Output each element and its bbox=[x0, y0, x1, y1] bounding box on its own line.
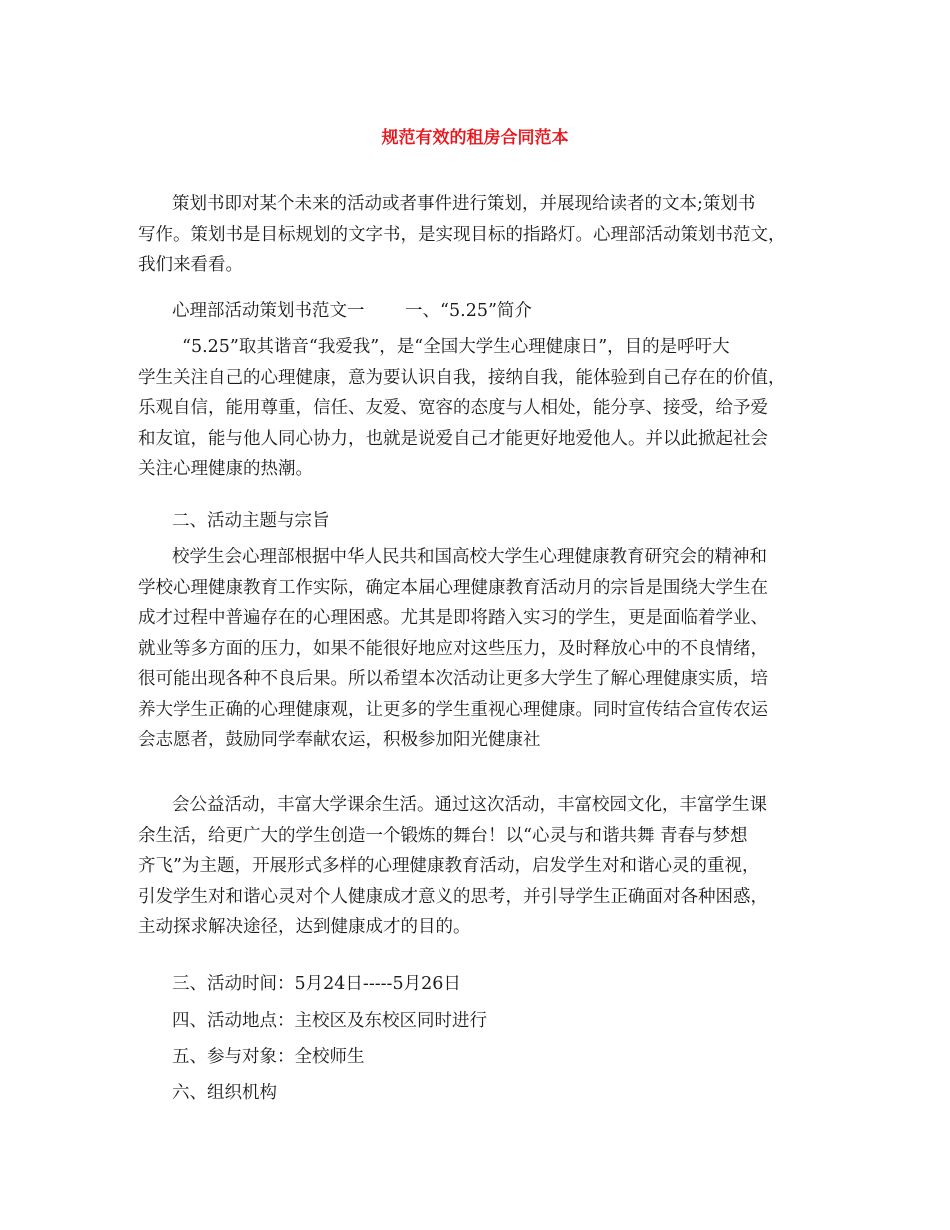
section2b-line: 引发学生对和谐心灵对个人健康成才意义的思考，并引导学生正确面对各种困惑， bbox=[138, 886, 768, 907]
intro-line: 我们来看看。 bbox=[138, 255, 243, 275]
section2-line: 就业等多方面的压力，如果不能很好地应对这些压力，及时释放心中的不良情绪， bbox=[138, 638, 768, 659]
section2-line: 成才过程中普遍存在的心理困惑。尤其是即将踏入实习的学生，更是面临着学业、 bbox=[138, 608, 768, 628]
item-3 bbox=[138, 969, 818, 1000]
section2-heading bbox=[138, 506, 818, 537]
document-title: 规范有效的租房合同范本 bbox=[381, 128, 569, 148]
section2b-line: 余生活，给更广大的学生创造一个锻炼的舞台！以“心灵与和谐共舞 青春与梦想 bbox=[138, 825, 748, 846]
item-6-text: 六、组织机构 bbox=[172, 1083, 277, 1103]
section1-paragraph bbox=[138, 332, 818, 485]
section1-line: 和友谊，能与他人同心协力，也就是说爱自己才能更好地爱他人。并以此掀起社会 bbox=[138, 428, 768, 449]
section2-line: 学校心理健康教育工作实际，确定本届心理健康教育活动月的宗旨是围绕大学生在 bbox=[138, 577, 768, 598]
section2b-line: 齐飞”为主题，开展形式多样的心理健康教育活动，启发学生对和谐心灵的重视， bbox=[138, 856, 760, 876]
sample-heading-text: 心理部活动策划书范文一 一、“5.25”简介 bbox=[172, 301, 532, 321]
section1-line: 关注心理健康的热潮。 bbox=[138, 459, 313, 479]
item-3-text: 三、活动时间：5月24日-----5月26日 bbox=[172, 974, 461, 994]
section2-paragraph bbox=[138, 542, 818, 756]
item-5-text: 五、参与对象：全校师生 bbox=[172, 1047, 365, 1067]
item-4 bbox=[138, 1006, 818, 1037]
section2b-line: 主动探求解决途径，达到健康成才的目的。 bbox=[138, 917, 471, 937]
section2-heading-text: 二、活动主题与宗旨 bbox=[172, 511, 330, 531]
section2-line: 校学生会心理部根据中华人民共和国高校大学生心理健康教育研究会的精神和 bbox=[172, 547, 767, 567]
intro-line: 策划书即对某个未来的活动或者事件进行策划，并展现给读者的文本;策划书 bbox=[172, 194, 756, 214]
section2b-paragraph bbox=[138, 790, 818, 943]
item-5 bbox=[138, 1042, 818, 1073]
item-4-text: 四、活动地点：主校区及东校区同时进行 bbox=[172, 1011, 487, 1031]
section2-line: 会志愿者，鼓励同学奉献农运，积极参加阳光健康社 bbox=[138, 730, 541, 750]
section1-line: 学生关注自己的心理健康，意为要认识自我，接纳自我，能体验到自己存在的价值， bbox=[138, 367, 786, 388]
section2-line: 养大学生正确的心理健康观，让更多的学生重视心理健康。同时宣传结合宣传农运 bbox=[138, 699, 768, 720]
item-6 bbox=[138, 1078, 818, 1109]
sample-heading bbox=[138, 296, 818, 327]
section1-line: 乐观自信，能用尊重，信任、友爱、宽容的态度与人相处，能分享、接受，给予爱 bbox=[138, 398, 768, 418]
intro-line: 写作。策划书是目标规划的文字书，是实现目标的指路灯。心理部活动策划书范文， bbox=[138, 224, 786, 245]
intro-paragraph bbox=[138, 189, 818, 281]
section1-line: “5.25”取其谐音“我爱我”，是“全国大学生心理健康日”，目的是呼吁大 bbox=[182, 337, 730, 357]
section2b-line: 会公益活动，丰富大学课余生活。通过这次活动，丰富校园文化，丰富学生课 bbox=[172, 795, 767, 815]
section2-line: 很可能出现各种不良后果。所以希望本次活动让更多大学生了解心理健康实质，培 bbox=[138, 669, 768, 689]
